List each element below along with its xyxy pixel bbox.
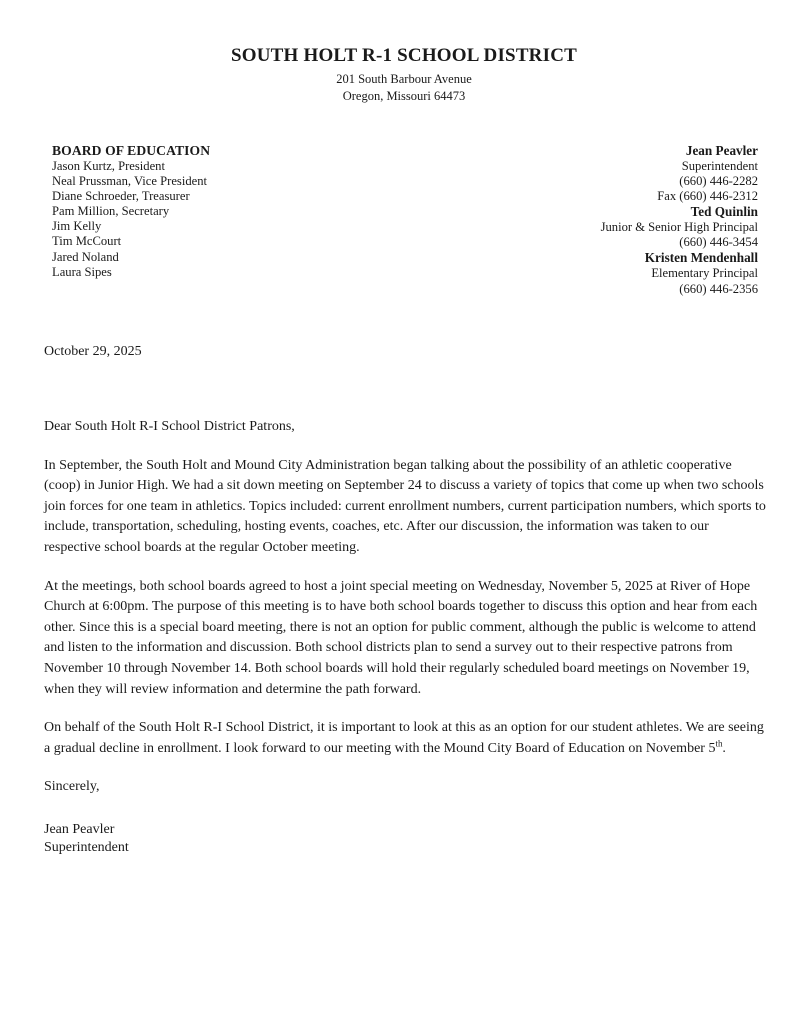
board-member: Laura Sipes: [52, 264, 112, 279]
signature-block: [44, 821, 766, 857]
letter-date: October 29, 2025: [44, 344, 142, 359]
board-member: Pam Million, Secretary: [52, 204, 170, 219]
high-school-principal-title: Junior & Senior High Principal: [600, 220, 758, 235]
body-paragraph-1: In September, the South Holt and Mound City Administration began talking about the possibility of an athletic cooperative (coop) in Junior High. We had a sit down meeting on September 24 to discuss a variety of topics that come up when two schools join forces for one team in athletics. Topics included: current enrollment numbers, current participation numbers, which sports to include, transportation, scheduling, hosting events, coaches, etc. After our discussion, the information was taken to our respective school boards at the regular October meeting.: [44, 457, 766, 555]
body-paragraph-3-text: On behalf of the South Holt R-I School District, it is important to look at this as an option for our student athletes. We are seeing a gradual decline in enrollment. I look forward to our meeting with the Mound City Board of Education on November 5: [44, 720, 764, 756]
salutation: Dear South Holt R-I School District Patrons,: [44, 419, 295, 434]
district-title: SOUTH HOLT R-1 SCHOOL DISTRICT: [231, 45, 577, 66]
address-line-2: Oregon, Missouri 64473: [342, 89, 466, 103]
board-member: Jason Kurtz, President: [52, 159, 165, 173]
letter-body: [44, 417, 766, 857]
contact-strip: [0, 143, 808, 303]
signature-name: Jean Peavler: [44, 821, 115, 837]
board-member: Jared Noland: [52, 249, 119, 264]
board-of-education-heading: BOARD OF EDUCATION: [52, 143, 211, 158]
address-line-1: 201 South Barbour Avenue: [336, 71, 472, 86]
high-school-principal-phone: (660) 446-3454: [679, 235, 758, 250]
elementary-principal-name: Kristen Mendenhall: [644, 250, 758, 266]
letterhead: [0, 44, 808, 105]
board-member: Jim Kelly: [52, 219, 102, 234]
superintendent-fax: Fax (660) 446-2312: [657, 189, 758, 204]
signature-title: Superintendent: [44, 839, 129, 855]
body-paragraph-3: [44, 718, 766, 759]
elementary-principal-phone: (660) 446-2356: [679, 281, 758, 296]
date-ordinal-suffix: th: [715, 738, 723, 749]
district-address: [0, 71, 808, 106]
body-paragraph-2: At the meetings, both school boards agreed to host a joint special meeting on Wednesday, November 5, 2025 at River of Hope Church at 6:00pm. The purpose of this meeting is to have both school boards together to discuss this option and hear from each other. Since this is a special board meeting, there is not an option for public comment, although the public is welcome to attend and listen to the information and discussion. Both school districts plan to send a survey out to their respective patrons from November 10 through November 14. Both school boards will hold their regularly scheduled board meetings on November 19, when they will review information and determine the path forward.: [44, 578, 758, 697]
board-member: Tim McCourt: [52, 234, 122, 249]
high-school-principal-name: Ted Quinlin: [690, 204, 758, 220]
body-paragraph-3-end: .: [722, 740, 726, 756]
board-member: Diane Schroeder, Treasurer: [52, 189, 190, 204]
superintendent-phone: (660) 446-2282: [679, 174, 758, 189]
administration-block: [601, 143, 758, 297]
superintendent-name: Jean Peavler: [685, 143, 758, 158]
board-member: Neal Prussman, Vice President: [52, 174, 208, 189]
superintendent-title: Superintendent: [681, 159, 758, 173]
closing-line: Sincerely,: [44, 779, 100, 795]
elementary-principal-title: Elementary Principal: [651, 266, 758, 281]
board-of-education-block: [52, 143, 210, 280]
